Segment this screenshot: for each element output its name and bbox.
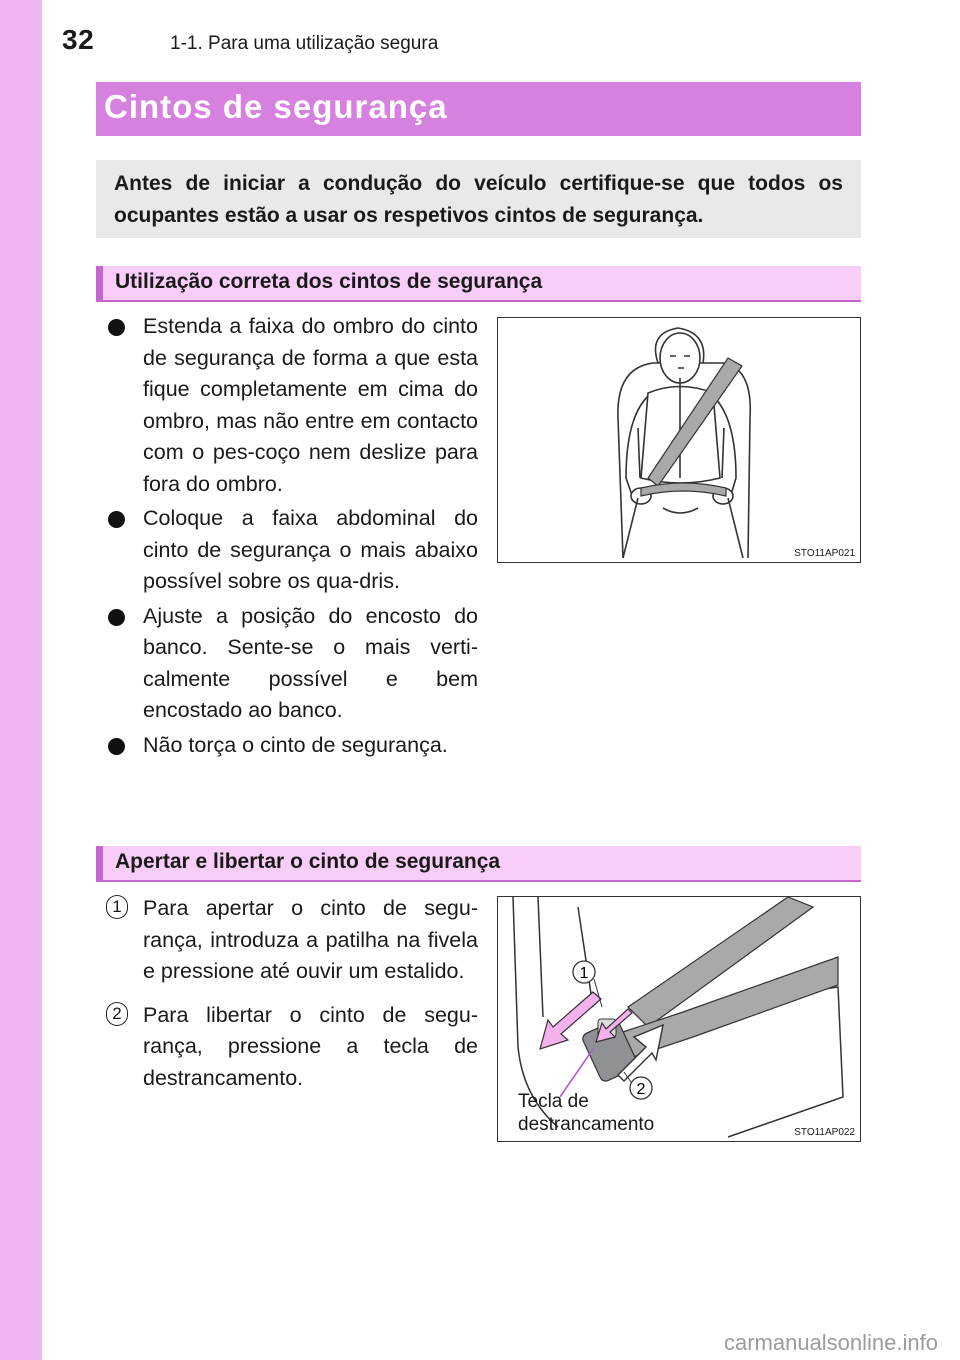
- occupant-illustration: [498, 318, 861, 563]
- callout-1: 1: [579, 965, 589, 982]
- list-item: Ajuste a posição do encosto do banco. Sente-se o mais verti-calmente possível e bem encostado ao banco.: [108, 601, 478, 727]
- bullet-icon: [108, 511, 125, 528]
- bullet-icon: [108, 609, 125, 626]
- bullet-icon: [108, 738, 125, 755]
- bullet-icon: [108, 319, 125, 336]
- watermark: carmanualsonline.info: [723, 1330, 938, 1355]
- bullet-list: [108, 311, 478, 764]
- section-heading-fasten-release: Apertar e libertar o cinto de segurança: [96, 846, 861, 882]
- list-item: 1 Para apertar o cinto de segu-rança, introduza a patilha na fivela e pressione até ouvir um estalido.: [96, 893, 478, 988]
- callout-2: 2: [636, 1081, 646, 1098]
- figure-label-release-button: Tecla de destrancamento: [518, 1091, 655, 1135]
- figure-seated-occupant-belt: [497, 317, 861, 563]
- figure-buckle: [497, 896, 861, 1142]
- list-item: 2 Para libertar o cinto de segu-rança, pressione a tecla de destrancamento.: [96, 1000, 478, 1095]
- step-number-icon: 1: [106, 895, 128, 919]
- intro-text: Antes de iniciar a condução do veículo certifique-se que todos os ocupantes estão a usar os respetivos cintos de segurança.: [96, 160, 861, 238]
- side-tab-strip: [0, 0, 42, 1360]
- figure-code: STO11AP021: [794, 548, 855, 559]
- step-number-icon: 2: [106, 1002, 128, 1026]
- section-heading-correct-use: Utilização correta dos cintos de segurança: [96, 266, 861, 302]
- page-title: Cintos de segurança: [96, 82, 861, 136]
- figure-code: STO11AP022: [794, 1127, 855, 1138]
- page-number: 32: [62, 24, 95, 55]
- list-item: Não torça o cinto de segurança.: [108, 730, 478, 762]
- section-label: 1-1. Para uma utilização segura: [170, 33, 439, 54]
- list-item: Estenda a faixa do ombro do cinto de segurança de forma a que esta fique completamente em cima do ombro, mas não entre em contacto com o pes-coço nem deslize para fora do ombro.: [108, 311, 478, 500]
- list-item: Coloque a faixa abdominal do cinto de segurança o mais abaixo possível sobre os qua-dris.: [108, 503, 478, 598]
- step-list: [96, 893, 478, 1106]
